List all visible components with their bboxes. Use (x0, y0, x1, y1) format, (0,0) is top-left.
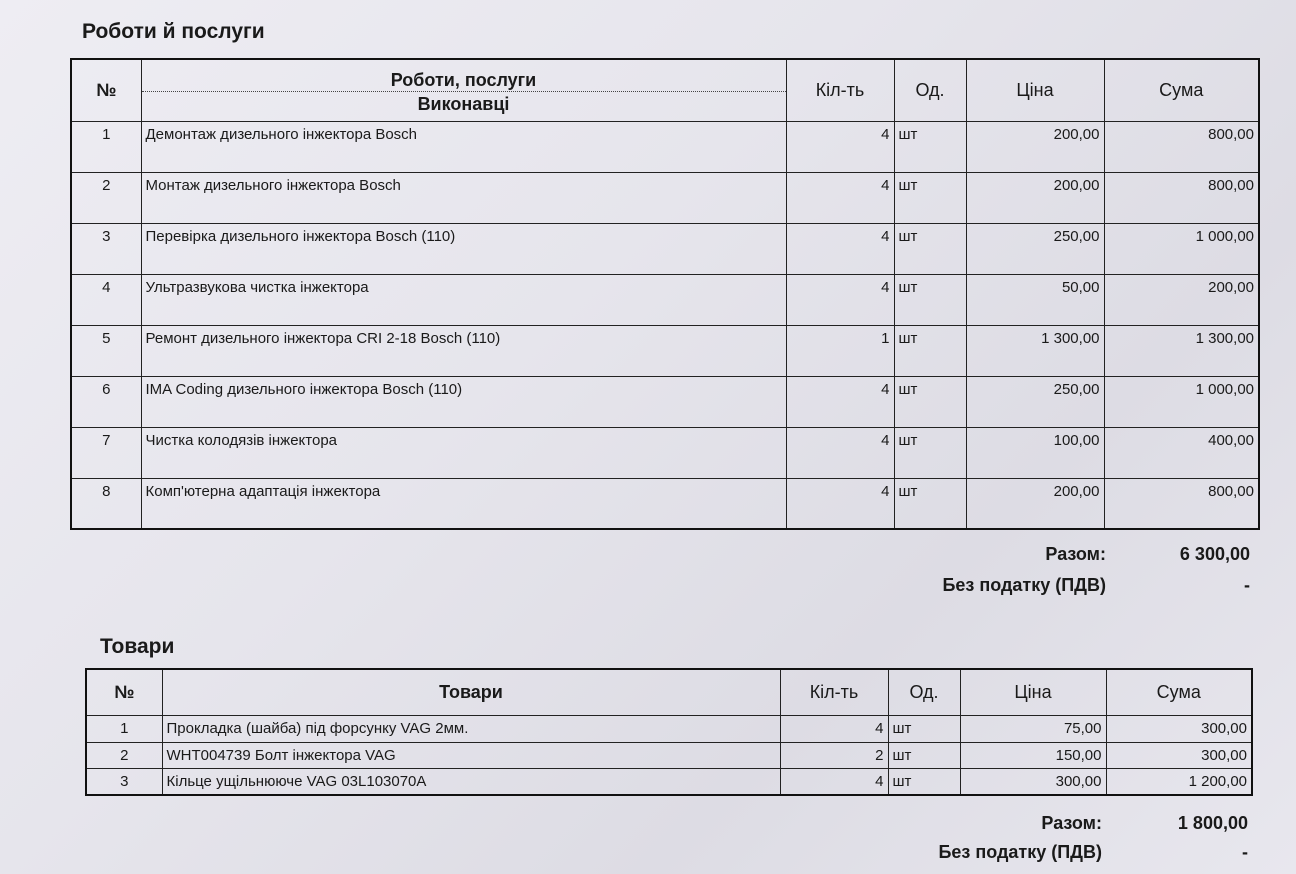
row-qty: 4 (786, 172, 894, 223)
row-name: Ультразвукова чистка інжектора (141, 274, 786, 325)
row-sum: 1 300,00 (1104, 325, 1259, 376)
services-table-row (71, 376, 1259, 427)
row-unit: шт (894, 121, 966, 172)
services-table (70, 58, 1260, 530)
row-price: 200,00 (966, 478, 1104, 529)
row-qty: 1 (786, 325, 894, 376)
goods-total-value: 1 800,00 (1177, 813, 1248, 833)
goods-table-row (86, 742, 1252, 768)
goods-vat-value: - (1242, 842, 1248, 862)
row-price: 250,00 (966, 223, 1104, 274)
services-table-row (71, 172, 1259, 223)
goods-header-num: № (86, 669, 162, 716)
row-sum: 800,00 (1104, 121, 1259, 172)
header-num: № (71, 59, 141, 121)
row-num: 7 (71, 427, 141, 478)
row-sum: 1 000,00 (1104, 376, 1259, 427)
row-sum: 1 000,00 (1104, 223, 1259, 274)
row-price: 50,00 (966, 274, 1104, 325)
services-table-row (71, 478, 1259, 529)
row-num: 2 (86, 742, 162, 768)
row-num: 1 (71, 121, 141, 172)
services-total-label: Разом: (1045, 544, 1106, 564)
row-name: IMA Coding дизельного інжектора Bosch (110) (141, 376, 786, 427)
goods-vat-label: Без податку (ПДВ) (938, 842, 1102, 862)
row-name: Чистка колодязів інжектора (141, 427, 786, 478)
goods-header-name: Товари (162, 669, 780, 716)
row-price: 200,00 (966, 121, 1104, 172)
header-name-top: Роботи, послуги (142, 66, 786, 92)
goods-table-row (86, 769, 1252, 795)
header-qty: Кіл-ть (786, 59, 894, 121)
row-price: 250,00 (966, 376, 1104, 427)
row-name: Ремонт дизельного інжектора CRI 2-18 Bosch (110) (141, 325, 786, 376)
row-sum: 800,00 (1104, 172, 1259, 223)
header-price: Ціна (966, 59, 1104, 121)
row-qty: 2 (780, 742, 888, 768)
goods-header-sum: Сума (1106, 669, 1252, 716)
services-vat-value: - (1244, 575, 1250, 595)
row-name: Монтаж дизельного інжектора Bosch (141, 172, 786, 223)
row-name: Прокладка (шайба) під форсунку VAG 2мм. (162, 716, 780, 742)
row-qty: 4 (780, 716, 888, 742)
row-unit: шт (894, 325, 966, 376)
services-total-value: 6 300,00 (1179, 544, 1250, 564)
row-price: 75,00 (960, 716, 1106, 742)
row-sum: 300,00 (1106, 742, 1252, 768)
row-num: 3 (71, 223, 141, 274)
goods-total-label: Разом: (1041, 813, 1102, 833)
row-unit: шт (894, 274, 966, 325)
row-unit: шт (894, 427, 966, 478)
row-price: 1 300,00 (966, 325, 1104, 376)
services-table-row (71, 274, 1259, 325)
row-num: 4 (71, 274, 141, 325)
services-body (71, 121, 1259, 529)
row-sum: 1 200,00 (1106, 769, 1252, 795)
row-qty: 4 (786, 121, 894, 172)
row-num: 1 (86, 716, 162, 742)
row-qty: 4 (786, 427, 894, 478)
row-qty: 4 (786, 223, 894, 274)
header-unit: Од. (894, 59, 966, 121)
goods-body (86, 716, 1252, 795)
row-unit: шт (894, 478, 966, 529)
services-header-row (71, 59, 1259, 121)
row-qty: 4 (786, 478, 894, 529)
row-unit: шт (894, 376, 966, 427)
goods-header-unit: Од. (888, 669, 960, 716)
row-unit: шт (888, 769, 960, 795)
row-name: Демонтаж дизельного інжектора Bosch (141, 121, 786, 172)
row-name: Кільце ущільнююче VAG 03L103070A (162, 769, 780, 795)
row-name: Комп'ютерна адаптація інжектора (141, 478, 786, 529)
row-price: 100,00 (966, 427, 1104, 478)
row-sum: 200,00 (1104, 274, 1259, 325)
goods-section-title: Товари (100, 635, 175, 658)
row-unit: шт (888, 742, 960, 768)
goods-header-price: Ціна (960, 669, 1106, 716)
services-table-row (71, 325, 1259, 376)
row-qty: 4 (786, 274, 894, 325)
goods-table (85, 668, 1253, 796)
services-table-row (71, 427, 1259, 478)
row-sum: 800,00 (1104, 478, 1259, 529)
row-name: WHT004739 Болт інжектора VAG (162, 742, 780, 768)
header-sum: Сума (1104, 59, 1259, 121)
services-section-title: Роботи й послуги (82, 20, 265, 43)
row-qty: 4 (780, 769, 888, 795)
row-price: 300,00 (960, 769, 1106, 795)
row-price: 200,00 (966, 172, 1104, 223)
row-sum: 400,00 (1104, 427, 1259, 478)
row-unit: шт (894, 223, 966, 274)
row-unit: шт (888, 716, 960, 742)
services-table-row (71, 121, 1259, 172)
row-num: 5 (71, 325, 141, 376)
services-vat-label: Без податку (ПДВ) (942, 575, 1106, 595)
row-num: 8 (71, 478, 141, 529)
goods-header-qty: Кіл-ть (780, 669, 888, 716)
services-table-row (71, 223, 1259, 274)
row-num: 6 (71, 376, 141, 427)
goods-table-row (86, 716, 1252, 742)
goods-header-row (86, 669, 1252, 716)
row-sum: 300,00 (1106, 716, 1252, 742)
row-num: 2 (71, 172, 141, 223)
row-unit: шт (894, 172, 966, 223)
header-name-bottom: Виконавці (417, 93, 510, 114)
row-num: 3 (86, 769, 162, 795)
row-name: Перевірка дизельного інжектора Bosch (110) (141, 223, 786, 274)
header-name (141, 59, 786, 121)
row-price: 150,00 (960, 742, 1106, 768)
row-qty: 4 (786, 376, 894, 427)
